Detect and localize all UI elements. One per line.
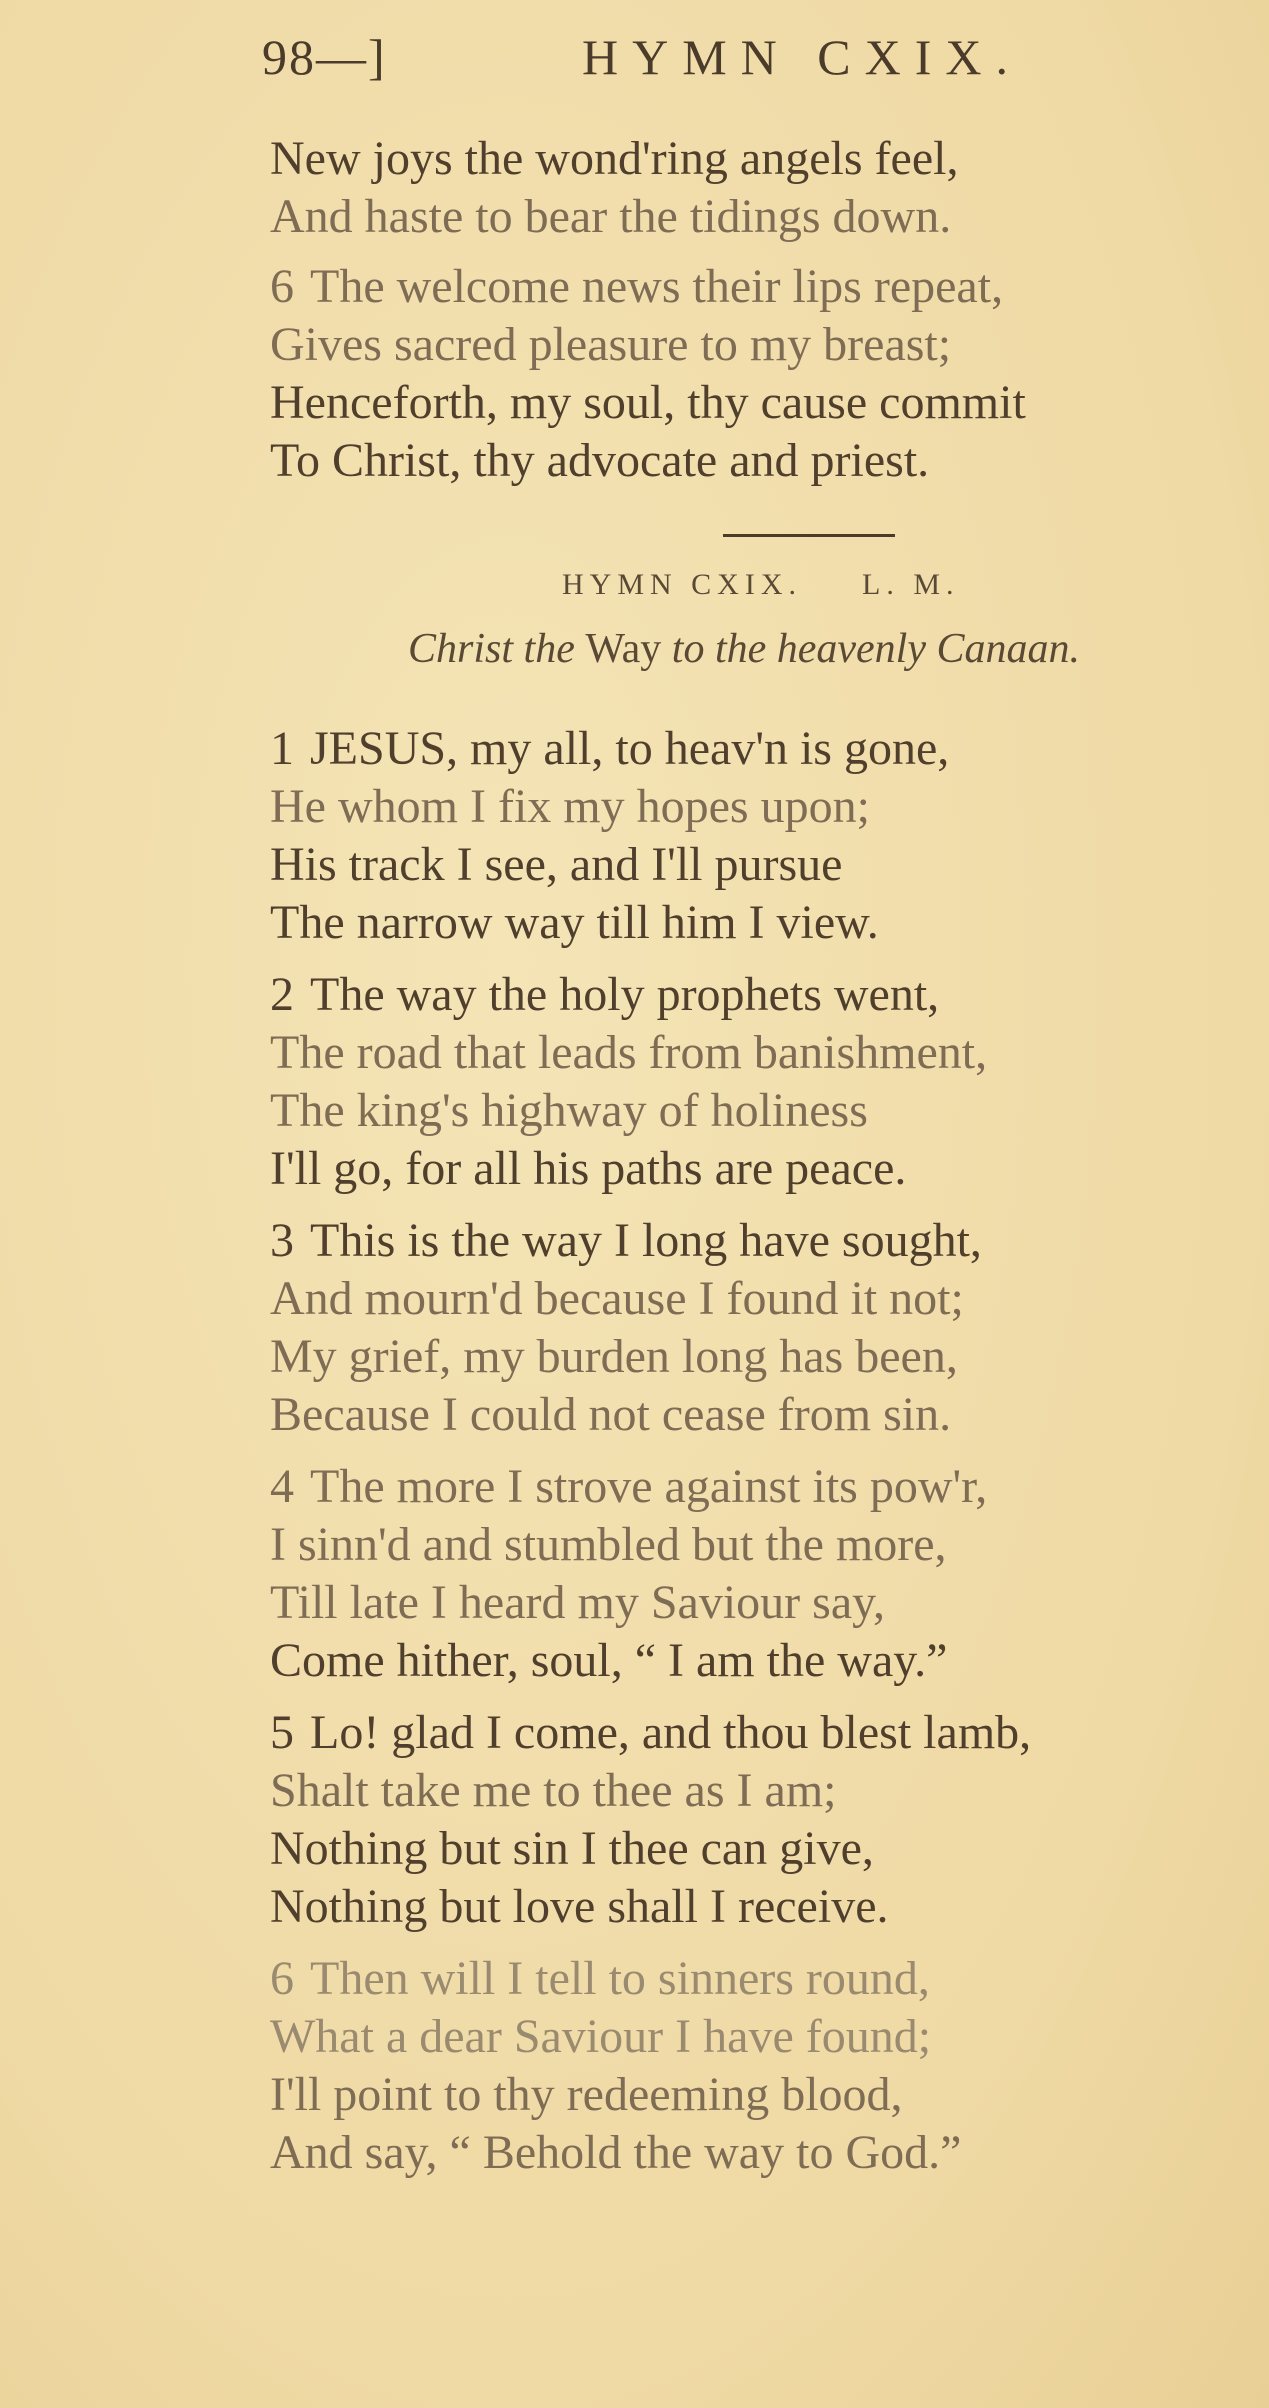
verse-line: I sinn'd and stumbled but the more, — [270, 1518, 947, 1571]
stanza-number: 2 — [270, 968, 294, 1021]
verse-line — [270, 966, 1230, 1024]
subtitle-text: Way — [585, 626, 662, 672]
verse-line: Shalt take me to thee as I am; — [270, 1764, 837, 1817]
verse-line: The king's highway of holiness — [270, 1084, 868, 1137]
verse-line: Nothing but love shall I receive. — [270, 1880, 889, 1933]
verse-line: Nothing but sin I thee can give, — [270, 1822, 874, 1875]
verse-text: The welcome news their lips repeat, — [310, 260, 1004, 313]
verse-line: What a dear Saviour I have found; — [270, 2010, 932, 2063]
verse-text: Then will I tell to sinners round, — [310, 1952, 930, 2005]
stanza-2 — [270, 966, 1230, 1198]
verse-line — [270, 258, 1230, 316]
verse-line: Gives sacred pleasure to my breast; — [270, 318, 952, 371]
verse-line: My grief, my burden long has been, — [270, 1330, 958, 1383]
verse-line: I'll go, for all his paths are peace. — [270, 1142, 907, 1195]
verse-line: His track I see, and I'll pursue — [270, 838, 843, 891]
hymn-subtitle — [408, 625, 1080, 673]
section-divider — [723, 534, 895, 537]
previous-hymn-ending — [270, 130, 1230, 246]
verse-text: This is the way I long have sought, — [310, 1214, 982, 1267]
running-head — [262, 28, 1139, 98]
stanza-4 — [270, 1458, 1230, 1690]
verse-line: And haste to bear the tidings down. — [270, 190, 952, 243]
stanza-number: 3 — [270, 1214, 294, 1267]
stanza-1 — [270, 720, 1230, 952]
running-head-title: HYMN CXIX. — [582, 29, 1022, 85]
subtitle-text: to the heavenly Canaan. — [661, 626, 1081, 672]
subtitle-text: Christ the — [408, 626, 586, 672]
stanza-number: 5 — [270, 1706, 294, 1759]
verse-line: And say, “ Behold the way to God.” — [270, 2126, 962, 2179]
stanza-number: 4 — [270, 1460, 294, 1513]
verse-text: JESUS, my all, to heav'n is gone, — [310, 722, 950, 775]
previous-hymn-stanza-6 — [270, 258, 1230, 490]
verse-line: Henceforth, my soul, thy cause commit — [270, 376, 1026, 429]
stanza-6 — [270, 1950, 1230, 2182]
verse-line — [270, 720, 1230, 778]
verse-line: The narrow way till him I view. — [270, 896, 879, 949]
verse-line: Till late I heard my Saviour say, — [270, 1576, 886, 1629]
hymn-heading — [562, 568, 960, 602]
verse-line: I'll point to thy redeeming blood, — [270, 2068, 903, 2121]
verse-line: New joys the wond'ring angels feel, — [270, 132, 959, 185]
verse-line: To Christ, thy advocate and priest. — [270, 434, 930, 487]
verse-line — [270, 1212, 1230, 1270]
verse-line — [270, 1458, 1230, 1516]
verse-text: The more I strove against its pow'r, — [310, 1460, 988, 1513]
hymn-number: HYMN CXIX. — [562, 568, 802, 601]
verse-line — [270, 1950, 1230, 2008]
hymn-meter: L. M. — [862, 568, 960, 601]
verse-text: Lo! glad I come, and thou blest lamb, — [310, 1706, 1032, 1759]
stanza-5 — [270, 1704, 1230, 1936]
verse-line: He whom I fix my hopes upon; — [270, 780, 870, 833]
verse-line: Because I could not cease from sin. — [270, 1388, 952, 1441]
verse-line: And mourn'd because I found it not; — [270, 1272, 964, 1325]
stanza-number: 6 — [270, 260, 294, 313]
stanza-number: 6 — [270, 1952, 294, 2005]
verse-line: Come hither, soul, “ I am the way.” — [270, 1634, 948, 1687]
page-number: 98—] — [262, 29, 387, 85]
stanza-number: 1 — [270, 722, 294, 775]
verse-text: The way the holy prophets went, — [310, 968, 940, 1021]
verse-line: The road that leads from banishment, — [270, 1026, 988, 1079]
stanza-3 — [270, 1212, 1230, 1444]
verse-line — [270, 1704, 1230, 1762]
